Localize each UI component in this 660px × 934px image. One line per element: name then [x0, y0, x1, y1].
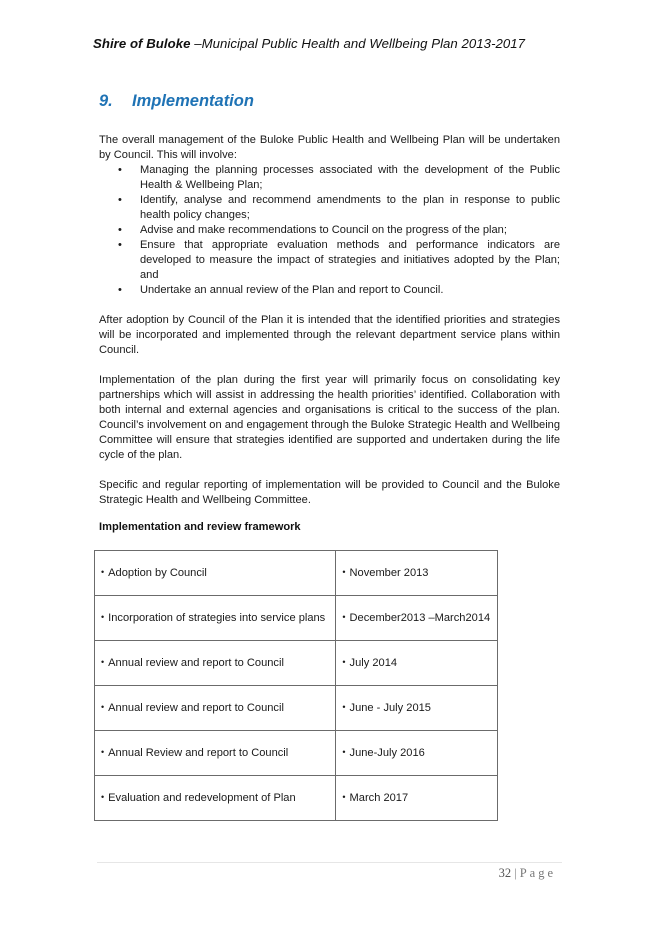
table-row [95, 551, 498, 596]
activity-text: Annual review and report to Council [108, 702, 284, 714]
bullet-icon: • [101, 612, 105, 622]
activity-cell [95, 641, 336, 686]
table-row [95, 641, 498, 686]
bullet-icon: • [342, 567, 346, 577]
list-item-text: Undertake an annual review of the Plan and report to Council. [140, 284, 444, 296]
activity-text: Adoption by Council [108, 567, 207, 579]
running-header-org: Shire of Buloke [93, 36, 191, 51]
timing-text: November 2013 [349, 567, 429, 579]
bullet-icon: • [118, 284, 122, 296]
section-heading [99, 92, 254, 111]
list-item [99, 163, 560, 193]
list-item [99, 283, 560, 298]
timing-cell [336, 776, 498, 821]
timing-text: June-July 2016 [349, 747, 425, 759]
bullet-icon: • [342, 657, 346, 667]
framework-table [94, 550, 498, 821]
bullet-icon: • [101, 747, 105, 757]
timing-text: December2013 –March2014 [349, 612, 491, 624]
list-item [99, 238, 560, 283]
timing-text: March 2017 [349, 792, 409, 804]
timing-text: July 2014 [349, 657, 398, 669]
table-row [95, 686, 498, 731]
bullet-icon: • [118, 194, 122, 206]
activity-text: Annual Review and report to Council [108, 747, 289, 759]
page-label: Page [519, 866, 556, 880]
running-header-title: –Municipal Public Health and Wellbeing Plan 2013-2017 [190, 36, 526, 51]
responsibilities-list [99, 163, 560, 298]
reporting-paragraph: Specific and regular reporting of implementation will be provided to Council and the Buloke Strategic Health and Wellbeing Committee. [99, 479, 560, 506]
footer-divider [97, 862, 562, 863]
running-header [93, 36, 525, 51]
activity-text: Annual review and report to Council [108, 657, 284, 669]
timing-cell [336, 551, 498, 596]
framework-title: Implementation and review framework [99, 521, 301, 533]
timing-cell [336, 641, 498, 686]
activity-text: Incorporation of strategies into service plans [108, 612, 326, 624]
activity-cell [95, 551, 336, 596]
bullet-icon: • [118, 224, 122, 236]
list-item-text: Identify, analyse and recommend amendments to the plan in response to public health policy changes; [140, 194, 560, 221]
activity-cell [95, 596, 336, 641]
activity-text: Evaluation and redevelopment of Plan [108, 792, 296, 804]
bullet-icon: • [101, 567, 105, 577]
list-item-text: Managing the planning processes associated with the development of the Public Health & Wellbeing Plan; [140, 164, 560, 191]
list-item [99, 193, 560, 223]
bullet-icon: • [342, 792, 346, 802]
section-number: 9. [99, 92, 113, 110]
page-separator: | [514, 866, 517, 880]
timing-cell [336, 596, 498, 641]
bullet-icon: • [101, 792, 105, 802]
intro-paragraph: The overall management of the Buloke Public Health and Wellbeing Plan will be undertaken by Council. This will involve: [99, 134, 560, 161]
bullet-icon: • [101, 657, 105, 667]
page-footer [499, 866, 556, 881]
timing-cell [336, 686, 498, 731]
table-row [95, 776, 498, 821]
bullet-icon: • [101, 702, 105, 712]
bullet-icon: • [342, 747, 346, 757]
activity-cell [95, 731, 336, 776]
table-row [95, 596, 498, 641]
list-item-text: Ensure that appropriate evaluation methods and performance indicators are developed to measure the impact of strategies and initiatives adopted by the Plan; and [140, 239, 560, 281]
bullet-icon: • [342, 612, 346, 622]
timing-text: June - July 2015 [349, 702, 431, 714]
bullet-icon: • [118, 164, 122, 176]
bullet-icon: • [342, 702, 346, 712]
first-year-paragraph: Implementation of the plan during the first year will primarily focus on consolidating key partnerships which will assist in addressing the health priorities’ identified. Collaboration with both internal and external agencies and organisations is critical to the success of the plan. Council’s involvement on and engagement through the Buloke Strategic Health and Wellbeing Committee will ensure that strategies identified are supported and undertaken during the life cycle of the plan. [99, 374, 560, 461]
page-number: 32 [498, 866, 512, 880]
section-title: Implementation [132, 92, 254, 110]
activity-cell [95, 686, 336, 731]
table-row [95, 731, 498, 776]
list-item-text: Advise and make recommendations to Council on the progress of the plan; [140, 224, 507, 236]
adoption-paragraph: After adoption by Council of the Plan it is intended that the identified priorities and strategies will be incorporated and implemented through the relevant department service plans within Council. [99, 314, 560, 356]
bullet-icon: • [118, 239, 122, 251]
activity-cell [95, 776, 336, 821]
list-item [99, 223, 560, 238]
timing-cell [336, 731, 498, 776]
